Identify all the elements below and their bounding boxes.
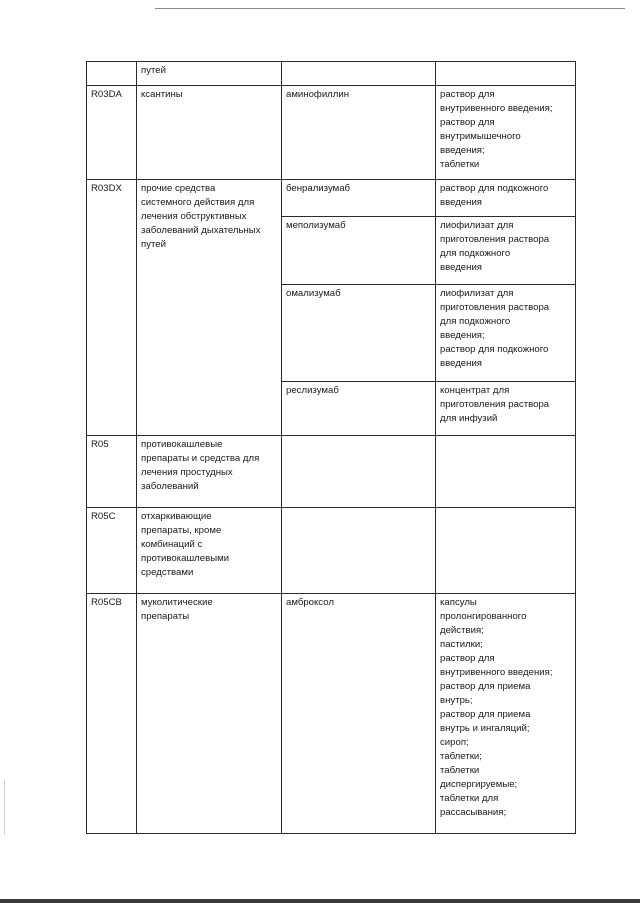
inn-name: аминофиллин [286, 89, 350, 100]
inn-cell [282, 285, 436, 382]
inn-cell [282, 508, 436, 594]
group-name: противокашлевые препараты и средства для лечения простудных заболеваний [141, 439, 260, 492]
inn-name: бенрализумаб [286, 183, 351, 194]
atc-code: R05CB [91, 597, 122, 608]
bottom-rule [0, 899, 640, 903]
inn-cell [282, 86, 436, 180]
table-row [87, 508, 576, 594]
table-row [87, 86, 576, 180]
atc-code-cell [87, 436, 137, 508]
group-name: муколитические препараты [141, 597, 213, 622]
atc-code-cell [87, 180, 137, 436]
dosage-form-cell [436, 508, 576, 594]
dosage-form: раствор для внутривенного введения; раствор для внутримышечного введения; таблетки [440, 89, 553, 170]
inn-cell [282, 436, 436, 508]
dosage-form-cell [436, 217, 576, 285]
drug-table [86, 61, 576, 834]
dosage-form: капсулы пролонгированного действия; пастилки; раствор для внутривенного введения; раствор для приема внутрь; раствор для приема внутрь и ингаляций; сироп; таблетки; таблетки диспергируемые; таблетки для рассасывания; [440, 597, 553, 818]
table-row [87, 436, 576, 508]
table-row [87, 180, 576, 217]
atc-code-cell [87, 594, 137, 834]
group-cell [137, 436, 282, 508]
dosage-form-cell [436, 382, 576, 436]
group-cell [137, 86, 282, 180]
atc-code-cell [87, 86, 137, 180]
inn-cell [282, 217, 436, 285]
dosage-form-cell [436, 180, 576, 217]
inn-cell [282, 382, 436, 436]
inn-name: меполизумаб [286, 220, 346, 231]
group-cell [137, 508, 282, 594]
atc-code-cell [87, 508, 137, 594]
page-edge-mark [4, 780, 5, 835]
atc-code-cell [87, 62, 137, 86]
group-name: ксантины [141, 89, 183, 100]
atc-code: R05C [91, 511, 116, 522]
dosage-form: концентрат для приготовления раствора для инфузий [440, 385, 550, 424]
dosage-form: лиофилизат для приготовления раствора для подкожного введения [440, 220, 550, 273]
group-name: прочие средства системного действия для лечения обструктивных заболеваний дыхательных путей [141, 183, 261, 250]
atc-code: R05 [91, 439, 109, 450]
dosage-form-cell [436, 86, 576, 180]
dosage-form-cell [436, 594, 576, 834]
dosage-form-cell [436, 62, 576, 86]
group-cell [137, 180, 282, 436]
table-row [87, 62, 576, 86]
inn-cell [282, 594, 436, 834]
top-rule [155, 8, 625, 9]
dosage-form: раствор для подкожного введения [440, 183, 549, 208]
inn-name: амброксол [286, 597, 334, 608]
inn-cell [282, 62, 436, 86]
atc-code: R03DX [91, 183, 122, 194]
group-name: путей [141, 65, 166, 76]
group-cell [137, 594, 282, 834]
inn-name: омализумаб [286, 288, 341, 299]
inn-cell [282, 180, 436, 217]
dosage-form-cell [436, 285, 576, 382]
dosage-form: лиофилизат для приготовления раствора для подкожного введения; раствор для подкожного введения [440, 288, 550, 369]
group-cell [137, 62, 282, 86]
table-row [87, 594, 576, 834]
group-name: отхаркивающие препараты, кроме комбинаций с противокашлевыми средствами [141, 511, 230, 578]
inn-name: реслизумаб [286, 385, 339, 396]
dosage-form-cell [436, 436, 576, 508]
atc-code: R03DA [91, 89, 122, 100]
